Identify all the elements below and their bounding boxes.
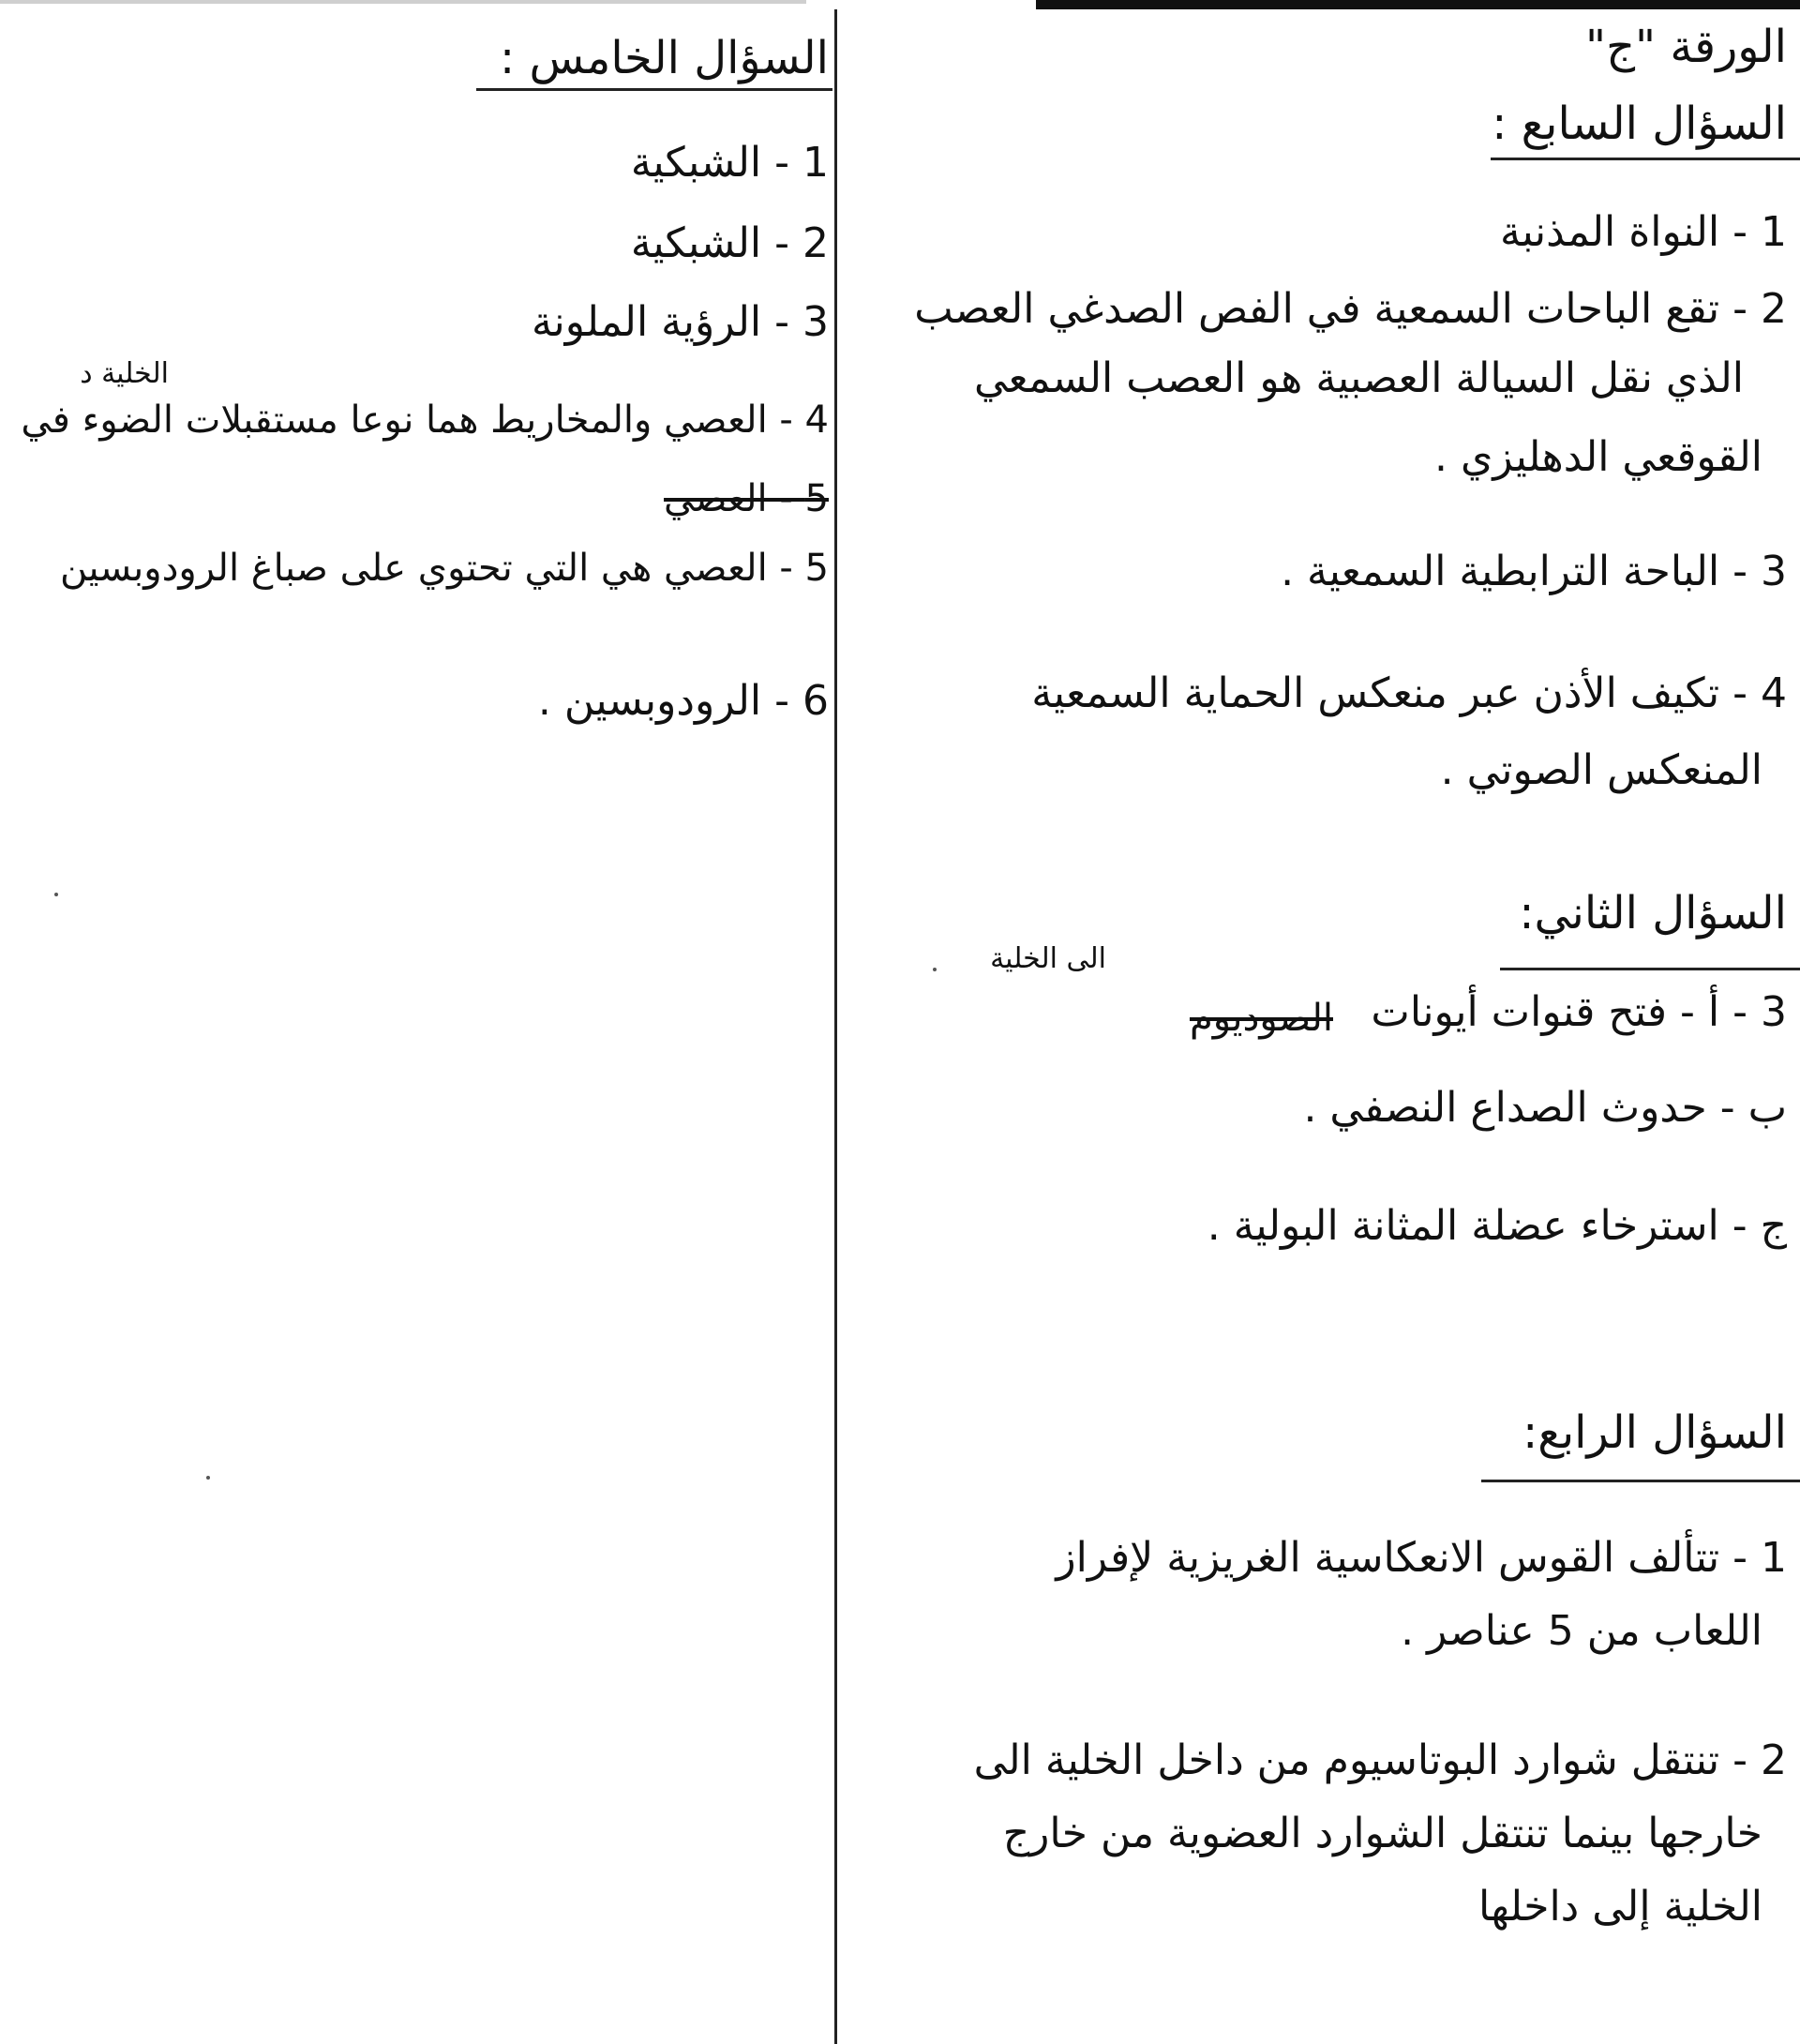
q7-answer-2-line-1: 2 - تقع الباحات السمعية في الفص الصدغي العصب — [914, 285, 1787, 333]
q7-answer-2-line-2: الذي نقل السيالة العصبية هو العصب السمعي — [973, 354, 1744, 402]
q2-struck-word: الصوديوم — [1189, 997, 1333, 1040]
q7-title: السؤال السابع : — [1492, 98, 1787, 150]
q5-title: السؤال الخامس : — [500, 32, 829, 84]
q2-insert-note: الى الخلية — [990, 942, 1106, 975]
q5-answer-1: 1 - الشبكية — [630, 139, 829, 187]
q2-title-underline — [1500, 968, 1800, 970]
q4-answer-1-line-1: 1 - تتألف القوس الانعكاسية الغريزية لإفراز — [1056, 1534, 1787, 1582]
q5-answer-6: 6 - الرودوبسين . — [537, 677, 829, 725]
scan-speck — [54, 893, 58, 896]
q7-title-underline — [1491, 158, 1800, 160]
q4-answer-2-line-3: الخلية إلى داخلها — [1478, 1883, 1762, 1931]
paper-label: الورقة "ج" — [1584, 21, 1787, 73]
q2-title: السؤال الثاني: — [1519, 887, 1787, 939]
q4-answer-2-line-2: خارجها بينما تنتقل الشوارد العضوية من خارج — [1002, 1810, 1762, 1857]
q7-answer-4-line-1: 4 - تكيف الأذن عبر منعكس الحماية السمعية — [1031, 669, 1787, 717]
scan-edge-left — [0, 0, 806, 4]
q5-answer-3: 3 - الرؤية الملونة — [531, 298, 829, 346]
q7-answer-4-line-2: المنعكس الصوتي . — [1440, 746, 1762, 794]
q2-answer-c: ج - استرخاء عضلة المثانة البولية . — [1207, 1202, 1787, 1250]
q5-answer-2: 2 - الشبكية — [630, 219, 829, 267]
scan-speck — [933, 968, 937, 971]
q5-answer-4: 4 - العصي والمخاريط هما نوعا مستقبلات الضوء في — [21, 398, 829, 442]
q7-answer-3: 3 - الباحة الترابطية السمعية . — [1281, 548, 1787, 595]
q4-title: السؤال الرابع: — [1522, 1406, 1787, 1459]
scan-speck — [206, 1476, 210, 1480]
q5-margin-note: الخلية د — [80, 357, 169, 390]
q4-title-underline — [1481, 1480, 1800, 1482]
q2-answer-b: ب - حدوث الصداع النصفي . — [1303, 1084, 1787, 1132]
q4-answer-1-line-2: اللعاب من 5 عناصر . — [1401, 1607, 1762, 1655]
q4-answer-2-line-1: 2 - تنتقل شوارد البوتاسيوم من داخل الخلية الى — [973, 1736, 1787, 1784]
q5-answer-5: 5 - العصي هي التي تحتوي على صباغ الرودوبسين — [59, 547, 829, 590]
q7-answer-2-line-3: القوقعي الدهليزي . — [1433, 433, 1762, 481]
q7-answer-1: 1 - النواة المذنبة — [1499, 208, 1787, 256]
scan-edge-right — [1036, 0, 1800, 9]
q5-struck-answer: 5 - العصي — [664, 477, 829, 520]
q2-answer-a: 3 - أ - فتح قنوات أيونات — [1371, 988, 1787, 1036]
q5-title-underline — [476, 88, 832, 91]
column-divider — [834, 9, 837, 2044]
